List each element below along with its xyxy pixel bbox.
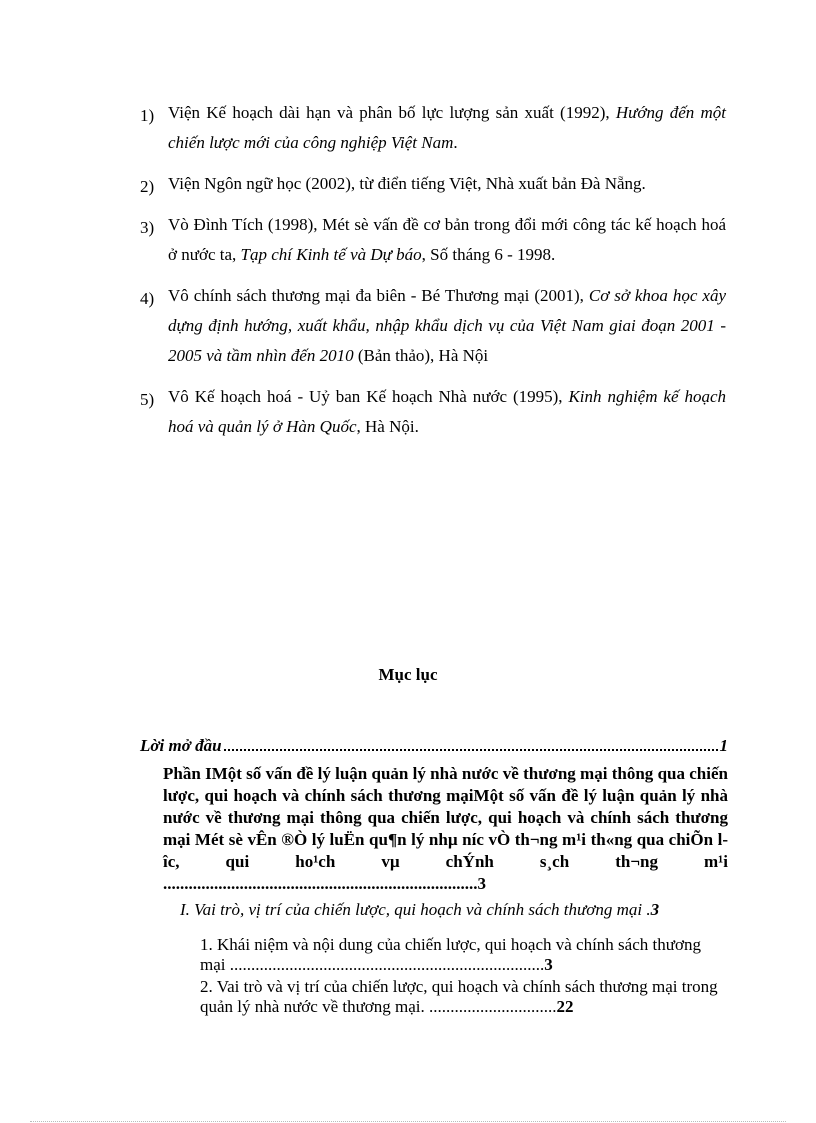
reference-number: 1)	[140, 106, 155, 125]
reference-text: Vô Kế hoạch hoá - Uỷ ban Kế hoạch Nhà nước (1995), Kinh nghiệm kế hoạch hoá và quản lý ở Hàn Quốc, Hà Nội.	[168, 387, 726, 436]
toc-section1-label: I. Vai trò, vị trí của chiến lược, qui hoạch và chính sách thương mại	[180, 900, 643, 919]
leader-dots	[224, 748, 718, 751]
reference-number: 5)	[140, 390, 155, 409]
toc-part1-page: 3	[477, 874, 486, 893]
leader-dots: ..........................................................................	[229, 955, 545, 974]
toc-title: Mục lục	[378, 665, 438, 684]
leader-dots: ..........................................................................	[163, 874, 478, 893]
toc-entry-subsection-1[interactable]	[200, 935, 728, 975]
reference-text: Viện Ngôn ngữ học (2002), từ điển tiếng Việt, Nhà xuất bản Đà Nẵng.	[168, 174, 646, 193]
reference-item	[140, 382, 728, 442]
toc-sub2-page: 22	[556, 997, 574, 1016]
leader-dots: ..............................	[429, 997, 557, 1016]
reference-text: Viện Kế hoạch dài hạn và phân bố lực lượng sản xuất (1992), Hướng đến một chiến lược mới của công nghiệp Việt Nam.	[168, 103, 726, 152]
reference-item	[140, 210, 728, 270]
reference-number: 3)	[140, 218, 155, 237]
toc-sub1-label: 1. Khái niệm và nội dung của chiến lược, qui hoạch và chính sách thương mại	[200, 935, 701, 974]
toc-section1-page: 3	[650, 900, 660, 919]
toc-intro-label: Lời mở đầu	[140, 736, 222, 755]
reference-list	[140, 98, 728, 453]
reference-item	[140, 169, 728, 199]
reference-number: 2)	[140, 177, 155, 196]
toc-entry-subsection-2[interactable]	[200, 977, 728, 1017]
toc-intro-page: 1	[719, 736, 728, 755]
toc-sub1-page: 3	[544, 955, 553, 974]
toc-entry-section-1[interactable]	[180, 899, 728, 921]
reference-text: Vô chính sách thương mại đa biên - Bé Thương mại (2001), Cơ sở khoa học xây dựng định hướng, xuất khẩu, nhập khẩu dịch vụ của Việt Nam giai đoạn 2001 - 2005 và tầm nhìn đến 2010 (Bản thảo), Hà Nội	[168, 286, 726, 365]
toc-part1-text: Phần IMột số vấn đề lý luận quản lý nhà nước về thương mại thông qua chiến lược, qui hoạch và chính sách thương mạiMột số vấn đề lý luận quản lý nhà nước về thương mại thông qua chiến lược, qui hoạch và chính sách thương mại Mét sè vÊn ®Ò lý luËn qu¶n lý nhµ níc vÒ th¬ng m¹i th«ng qua chiÕn lîc, qui ho¹ch vµ chÝnh s¸ch th¬ng m¹i	[163, 764, 728, 871]
toc-entry-intro[interactable]	[140, 736, 728, 756]
leader-dots: .	[642, 900, 651, 919]
reference-number: 4)	[140, 289, 155, 308]
reference-item	[140, 281, 728, 371]
toc-sub2-label: 2. Vai trò và vị trí của chiến lược, qui hoạch và chính sách thương mại trong quản lý nhà nước về thương mại.	[200, 977, 718, 1016]
reference-text: Vò Đình Tích (1998), Mét sè vấn đề cơ bản trong đổi mới công tác kế hoạch hoá ở nước ta, Tạp chí Kinh tế và Dự báo, Số tháng 6 - 1998.	[168, 215, 726, 264]
reference-item	[140, 98, 728, 158]
toc-entry-part-1[interactable]	[163, 763, 728, 895]
page-divider	[30, 1121, 786, 1122]
